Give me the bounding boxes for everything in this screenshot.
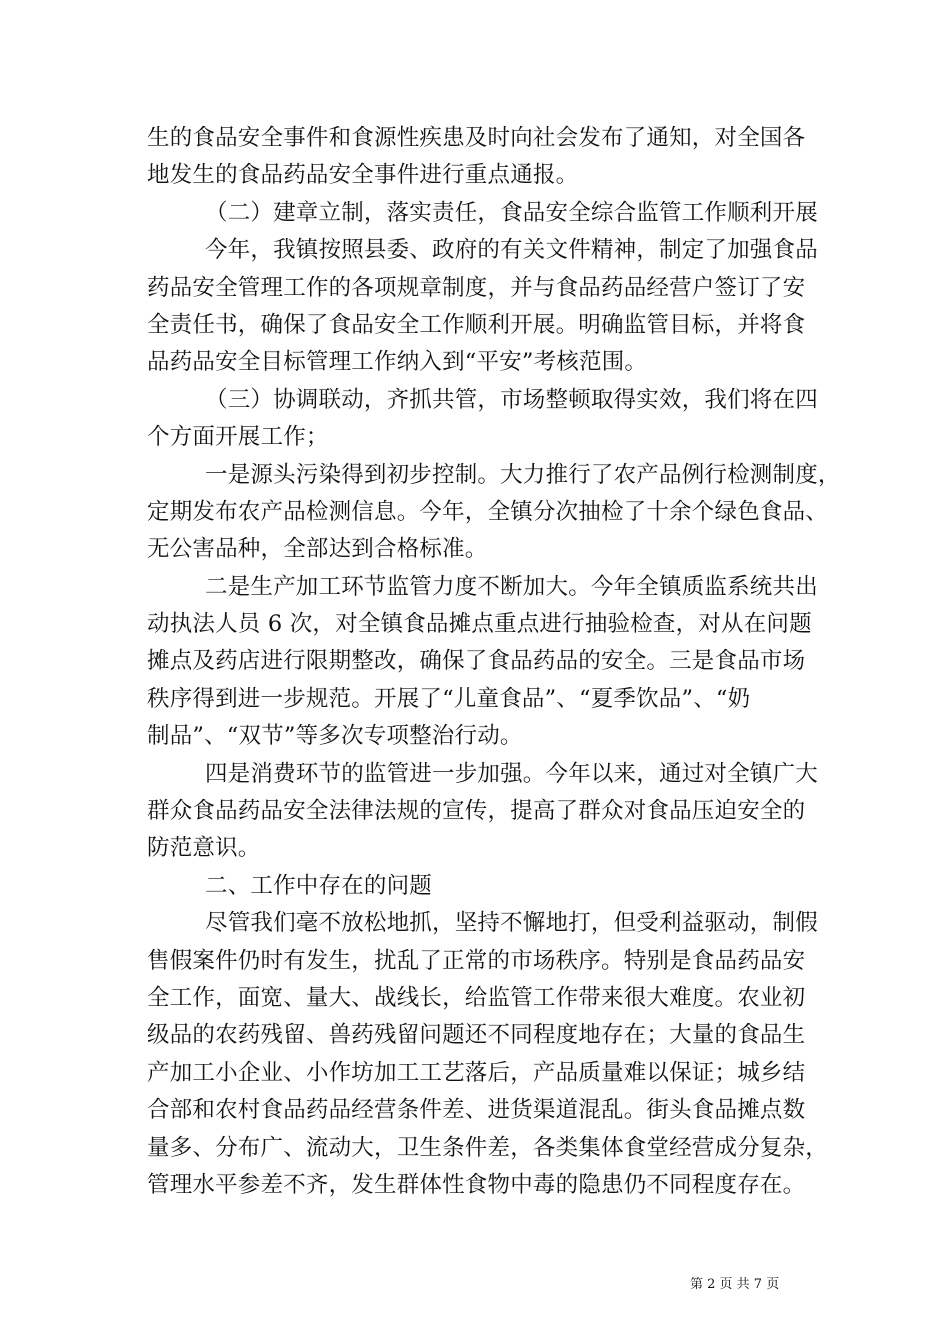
text-line: 药品安全管理工作的各项规章制度，并与食品药品经营户签订了安 [147, 274, 806, 301]
text-line: 量多、分布广、流动大，卫生条件差，各类集体食堂经营成分复杂， [147, 1134, 829, 1161]
text-line: 地发生的食品药品安全事件进行重点通报。 [147, 162, 579, 189]
text-line: 动执法人员 6 次，对全镇食品摊点重点进行抽验检查，对从在问题 [147, 611, 812, 638]
text-line: 合部和农村食品药品经营条件差、进货渠道混乱。街头食品摊点数 [147, 1097, 806, 1124]
text-line: 一是源头污染得到初步控制。大力推行了农产品例行检测制度， [205, 461, 841, 488]
text-line: 摊点及药店进行限期整改，确保了食品药品的安全。三是食品市场 [147, 648, 806, 675]
text-line: 秩序得到进一步规范。开展了“儿童食品”、“夏季饮品”、“奶 [147, 685, 751, 712]
text-line: 防范意识。 [147, 835, 261, 862]
text-line: 产加工小企业、小作坊加工工艺落后，产品质量难以保证；城乡结 [147, 1059, 806, 1086]
text-line: 二是生产加工环节监管力度不断加大。今年全镇质监系统共出 [205, 573, 818, 600]
document-body [147, 120, 841, 1204]
text-line: （二）建章立制，落实责任，食品安全综合监管工作顺利开展 [205, 199, 818, 226]
text-line: 全责任书，确保了食品安全工作顺利开展。明确监管目标，并将食 [147, 311, 806, 338]
text-line: 二、工作中存在的问题 [205, 872, 433, 899]
text-line: 群众食品药品安全法律法规的宣传，提高了群众对食品压迫安全的 [147, 798, 806, 825]
text-line: 品药品安全目标管理工作纳入到“平安”考核范围。 [147, 349, 648, 376]
text-line: 级品的农药残留、兽药残留问题还不同程度地存在；大量的食品生 [147, 1022, 806, 1049]
text-line: 售假案件仍时有发生，扰乱了正常的市场秩序。特别是食品药品安 [147, 947, 806, 974]
text-line: 生的食品安全事件和食源性疾患及时向社会发布了通知，对全国各 [147, 125, 806, 151]
text-line: 尽管我们毫不放松地抓，坚持不懈地打，但受利益驱动，制假 [205, 910, 818, 937]
text-line: 今年，我镇按照县委、政府的有关文件精神，制定了加强食品 [205, 237, 818, 264]
text-line: （三）协调联动，齐抓共管，市场整顿取得实效，我们将在四 [205, 386, 818, 413]
text-line: 定期发布农产品检测信息。今年，全镇分次抽检了十余个绿色食品、 [147, 498, 829, 525]
text-line: 全工作，面宽、量大、战线长，给监管工作带来很大难度。农业初 [147, 984, 806, 1011]
text-line: 制品”、“双节”等多次专项整治行动。 [147, 723, 523, 750]
text-line: 管理水平参差不齐，发生群体性食物中毒的隐患仍不同程度存在。 [147, 1171, 806, 1198]
text-line: 个方面开展工作； [147, 424, 329, 451]
page-number: 第 2 页 共 7 页 [690, 1277, 780, 1292]
text-line: 四是消费环节的监管进一步加强。今年以来，通过对全镇广大 [205, 760, 818, 787]
text-line: 无公害品种，全部达到合格标准。 [147, 536, 488, 563]
